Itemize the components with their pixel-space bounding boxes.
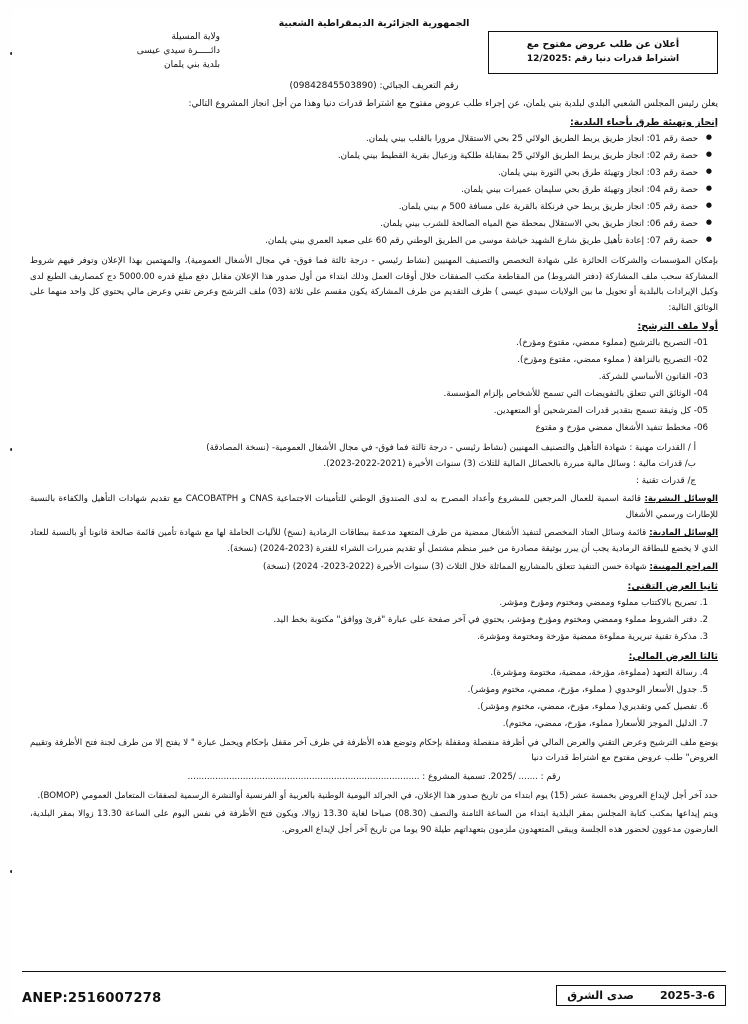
list-item: 7. الدليل الموجز للأسعار( مملوء، مؤرخ، ممضي، مختوم). bbox=[502, 718, 708, 729]
closing-project-number: رقم : ....... /2025. تسمية المشروع : .................................................................................... bbox=[187, 772, 561, 783]
announcement-sheet bbox=[12, 10, 736, 1014]
candidature-items bbox=[30, 335, 708, 437]
footer-date: 2025-3-6 bbox=[659, 989, 715, 1002]
list-item: ● حصة رقم 06: انجاز طريق بحي الاستقلال بمحطة ضخ المياه الصالحة للشرب بيني يلمان. bbox=[30, 216, 712, 233]
footer bbox=[22, 985, 726, 1006]
list-item: 05- كل وثيقة تسمح بتقدير قدرات المترشحين أو المتعهدين. bbox=[493, 405, 708, 416]
human-means-label: الوسائل البشرية: bbox=[644, 494, 719, 505]
list-item: 01- التصريح بالترشيح (مملوء ممضي، مقتوع ومؤرخ). bbox=[516, 337, 708, 348]
admin-block bbox=[30, 31, 220, 73]
list-item: 06- مخطط تنفيذ الأشغال ممضي مؤرخ و مقتوع bbox=[535, 422, 708, 433]
newspaper-box bbox=[556, 985, 726, 1006]
list-item: ● حصة رقم 04: انجاز وتهيئة طرق بحي سليمان عميرات بيني يلمان. bbox=[30, 182, 712, 199]
newspaper-name: صدى الشرق bbox=[567, 989, 634, 1002]
lots-list bbox=[30, 131, 712, 250]
tender-stamp bbox=[488, 31, 718, 74]
list-item: 4. رسالة التعهد (مملوءة، مؤرخة، ممضية، مختومة ومؤشرة). bbox=[490, 667, 708, 678]
republic-heading: الجمهورية الجزائرية الديمقراطية الشعبية bbox=[278, 18, 470, 29]
closing-submission-paragraph: ويتم إيداعها بمكتب كتابة المجلس بمقر البلدية ابتداء من الساعة الثامنة والنصف (08.30) صباحا لغاية 13.30 زوالا، ويكون فتح الأظرفة في نفس اليوم على الساعة 13.30 زوالا بمقر البلدية، العارضون مدعوون لحضور هذه الجلسة ويبقى المتعهدون ملزمون بتعهداتهم طيلة 90 يوما من تاريخ آخر أجل لإيداع العروض. bbox=[30, 809, 718, 835]
tax-id-line: رقم التعريف الجبائي: (09842845503890) bbox=[289, 80, 459, 91]
capacity-financial: ب/ قدرات مالية : وسائل مالية مبررة بالحصائل المالية للثلاث (3) سنوات الأخيرة (2021-2022-2023). bbox=[323, 459, 696, 470]
daira-line: دائـــــرة سيدي عيسى bbox=[136, 45, 220, 56]
material-means-text: قائمة وسائل العتاد المخصص لتنفيذ الأشغال ممضية من طرف المتعهد مدعمة ببطاقات الرمادية (نسخ) للآليات الحاملة لها مع شهادة تأمين قائمة صالحة قانونا أو بالنسبة للعتاد الذي لا يخضع للبطاقة الرمادية يجب أن يبرر بوثيقة مصادرة من خبير منظم مشتمل أو تقديم مبررات الشراء للفترة (2023-2024) (نسخة). bbox=[30, 528, 718, 554]
project-title: إنجاز وتهيئة طرق بأحياء البلدية: bbox=[569, 117, 718, 129]
stamp-line-1: أعلان عن طلب عروض مفتوح مع bbox=[526, 39, 680, 50]
commune-line: بلدية بني يلمان bbox=[163, 59, 220, 70]
list-item: ● حصة رقم 07: إعادة تأهيل طريق شارع الشهيد خياشة موسى من الطريق الوطني رقم 60 على صعيد العمري بيني يلمان. bbox=[30, 233, 712, 250]
capacity-professional: أ / القدرات مهنية : شهادة التأهيل والتصنيف المهنيين (نشاط رئيسي - درجة ثالثة فما فوق- في مجال الأشغال العمومية- (نسخة المصادقة) bbox=[206, 442, 696, 453]
closing-envelope-paragraph: يوضع ملف الترشيح وعرض التقني والعرض المالي في أظرفة منفصلة ومقفلة بإحكام وتوضع هذه الأظرفة في ظرف آخر مقفل بإحكام ويحمل عبارة " لا يفتح إلا من طرف لجنة فتح الأظرفة وتقييم العروض" طلب عروض مفتوح مع اشتراط قدرات دنيا bbox=[30, 737, 718, 763]
header-row bbox=[30, 31, 718, 74]
list-item: ● حصة رقم 05: انجاز طريق يربط حي فرنكلة بالقرية على مسافة 500 م بيني يلمان. bbox=[30, 199, 712, 216]
section-title-technical: ثانيا العرض التقني: bbox=[627, 580, 718, 592]
list-item: 6. تفصيل كمي وتقديري( مملوء، مؤرخ، ممضي، مختوم ومؤشر). bbox=[477, 701, 708, 712]
list-item: 04- الوثائق التي تتعلق بالتفويضات التي تسمح للأشخاص بإلزام المؤسسة. bbox=[443, 388, 708, 399]
list-item: 1. تصريح بالاكتتاب مملوء وممضي ومختوم ومؤرخ ومؤشر. bbox=[499, 597, 708, 608]
list-item: 2. دفتر الشروط مملوء وممضي ومختوم ومؤرخ ومؤشر، يحتوي في آخر صفحة على عبارة "قرئ ووافق" مكتوبة بخط اليد. bbox=[273, 614, 708, 625]
material-means-paragraph bbox=[30, 526, 718, 557]
human-means-paragraph bbox=[30, 492, 718, 523]
list-item: ● حصة رقم 03: انجاز وتهيئة طرق بحي الثورة بيني يلمان. bbox=[30, 165, 712, 182]
anep-reference: ANEP:2516007278 bbox=[22, 991, 162, 1006]
stamp-line-2: اشتراط قدرات دنيا رقم :12/2025 bbox=[526, 54, 680, 65]
technical-items bbox=[30, 595, 708, 646]
footer-divider bbox=[22, 971, 726, 972]
list-item: 5. جدول الأسعار الوحدوي ( مملوء، مؤرخ، ممضي، مختوم ومؤشر). bbox=[467, 684, 708, 695]
list-item: ● حصة رقم 02: انجاز طريق يربط الطريق الولائي 25 بمقابلة طلكية وزعبال بقرية القطيط بيني يلمان. bbox=[30, 148, 712, 165]
intro-paragraph: يعلن رئيس المجلس الشعبي البلدي لبلدية بني يلمان، عن إجراء طلب عروض مفتوح مع اشتراط قدرات دنيا وهذا من أجل انجاز المشروع التالي: bbox=[188, 98, 718, 109]
list-item: 3. مذكرة تقنية تبريرية مملوءة ممضية مؤرخة ومختومة ومؤشرة. bbox=[476, 631, 708, 642]
capacity-technical: ج/ قدرات تقنية : bbox=[636, 475, 696, 486]
human-means-text: قائمة اسمية للعمال المرجعين للمشروع وأعداد المصرح به لدى الصندوق الوطني للتأمينات الاجتماعية CNAS و CACOBATPH مع تقديم شهادات التأهيل والكفاءة بالنسبة للإطارات ورسمي الأشغال bbox=[30, 494, 718, 520]
stamp-block bbox=[488, 31, 718, 74]
section-title-candidature: أولا ملف الترشح: bbox=[637, 320, 718, 332]
references-text: شهادة حسن التنفيذ تتعلق بالمشاريع المماثلة خلال الثلاث (3) سنوات الأخيرة (2022-2023- 2024) (نسخة) bbox=[263, 562, 647, 573]
references-label: المراجع المهنية: bbox=[649, 562, 718, 573]
wilaya-line: ولاية المسيلة bbox=[171, 32, 220, 42]
financial-items bbox=[30, 665, 708, 733]
material-means-label: الوسائل المادية: bbox=[649, 528, 719, 539]
list-item: 03- القانون الأساسي للشركة. bbox=[598, 371, 708, 382]
closing-deadline-paragraph: حدد آخر أجل لإيداع العروض بخمسة عشر (15) يوم ابتداء من تاريخ صدور هذا الإعلان، في الجرائد اليومية الوطنية بالعربية أو الفرنسية أوالنشرة الرسمية لصفقات المتعامل العمومي (BOMOP). bbox=[37, 790, 718, 801]
list-item: 02- التصريح بالنزاهة ( مملوء ممضي، مقتوع ومؤرخ). bbox=[517, 354, 708, 365]
list-item: ● حصة رقم 01: انجاز طريق يربط الطريق الولائي 25 بحي الاستقلال مرورا بالقلب بيني يلمان. bbox=[30, 131, 712, 148]
section-title-financial: ثالثا العرض المالي: bbox=[628, 650, 718, 662]
eligibility-paragraph: بإمكان المؤسسات والشركات الحائزة على شهادة التخصص والتصنيف المهنيين (نشاط رئيسي - درجة ثالثة فما فوق- في مجال الأشغال العمومية)، والمهتمين بهذا الإعلان وتوفر فيهم شروط المشاركة سحب ملف المشاركة (دفتر الشروط) من المقاطعة مكتب الصفقات خلال أوقات العمل وذلك ابتداء من أول صدور هذا الإعلان مقابل دفع مبلغ قدره 5000.00 دج كمصاريف الطبع لدى وكيل الإيرادات بالبلدية أو تحويل ما بين الولايات سيدي عيسى ) ظرف التقديم من طرف المشاركة يكون مقسم على ثلاثة (03) ملف الترشح وعرض تقني وعرض مالي يحتوي كل واحد منهما على الوثائق التالية: bbox=[30, 256, 718, 313]
references-paragraph bbox=[30, 560, 718, 575]
